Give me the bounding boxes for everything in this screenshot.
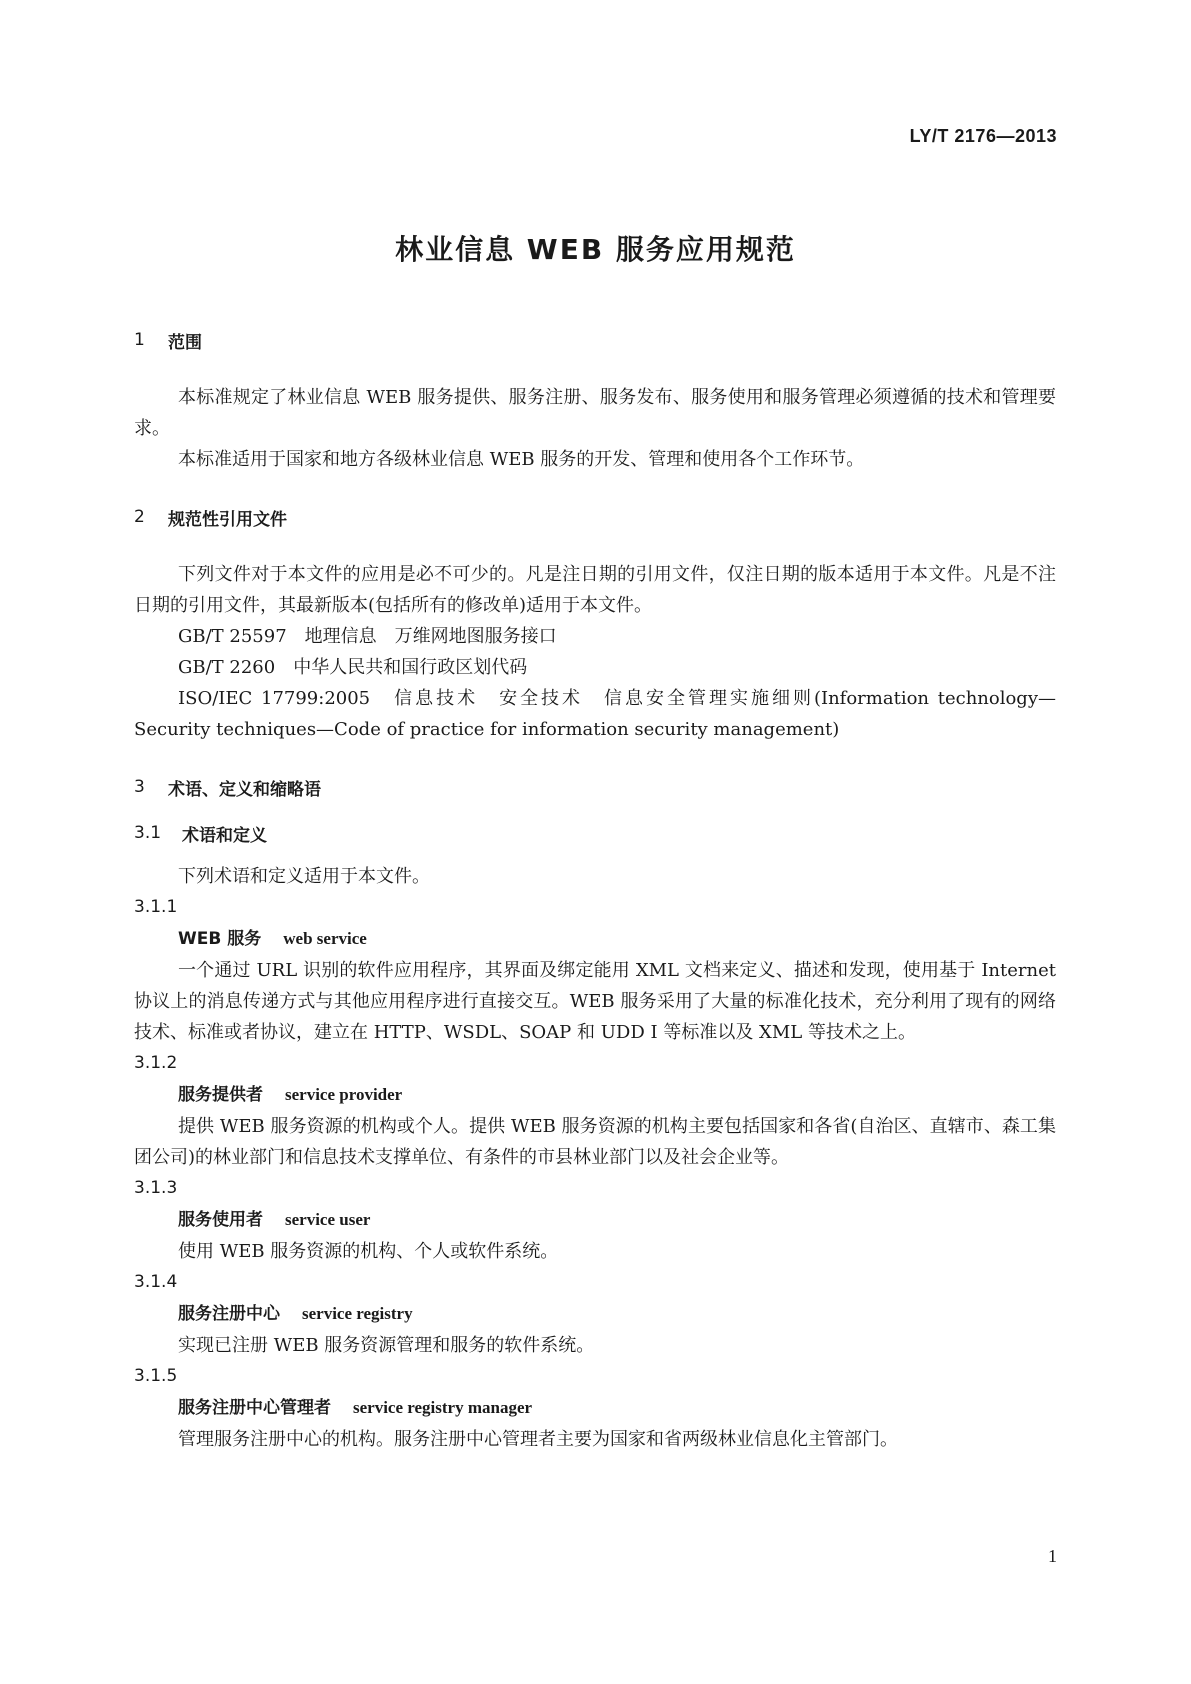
term-entry [134, 1361, 1056, 1455]
term-number: 3.1.5 [134, 1366, 178, 1386]
paragraph: 下列术语和定义适用于本文件。 [178, 866, 430, 887]
term-name-zh: 服务提供者 [178, 1085, 263, 1105]
term-name-en: service registry manager [353, 1398, 533, 1417]
document-title: 林业信息 WEB 服务应用规范 [395, 233, 796, 266]
term-entry [134, 1267, 1056, 1361]
term-name-en: service user [285, 1210, 371, 1229]
term-name-en: service provider [285, 1085, 403, 1104]
term-definition: 一个通过 URL 识别的软件应用程序，其界面及绑定能用 XML 文档来定义、描述和发现，使用基于 Internet 协议上的消息传递方式与其他应用程序进行直接交互。WEB 服务采用了大量的标准化技术，充分利用了现有的网络技术、标准或者协议，建立在 HTTP、WSDL、SOAP 和 UDD I 等标准以及 XML 等技术之上。 [134, 960, 1056, 1043]
page-number: 1 [1048, 1546, 1057, 1566]
section-title: 术语、定义和缩略语 [168, 779, 321, 800]
term-number: 3.1.2 [134, 1053, 178, 1073]
term-name [134, 1298, 1056, 1330]
normative-reference: GB/T 25597 地理信息 万维网地图服务接口 [178, 626, 557, 647]
term-entry [134, 1048, 1056, 1173]
term-entry [134, 1173, 1056, 1267]
section-3-heading [134, 777, 1056, 800]
term-definition: 实现已注册 WEB 服务资源管理和服务的软件系统。 [178, 1335, 595, 1356]
document-body [134, 330, 1056, 1455]
term-number: 3.1.1 [134, 897, 178, 917]
term-name-en: service registry [302, 1304, 413, 1323]
term-definition: 提供 WEB 服务资源的机构或个人。提供 WEB 服务资源的机构主要包括国家和各省(自治区、直辖市、森工集团公司)的林业部门和信息技术支撑单位、有条件的市县林业部门以及社会企业等。 [134, 1116, 1056, 1168]
subsection-3-1-heading [134, 823, 1056, 846]
term-entry [134, 892, 1056, 1048]
term-number: 3.1.4 [134, 1272, 178, 1292]
term-name-zh: 服务使用者 [178, 1210, 263, 1230]
term-definition: 使用 WEB 服务资源的机构、个人或软件系统。 [178, 1241, 559, 1262]
term-definition: 管理服务注册中心的机构。服务注册中心管理者主要为国家和省两级林业信息化主管部门。 [178, 1429, 898, 1450]
term-name-zh: 服务注册中心管理者 [178, 1398, 331, 1418]
paragraph: 下列文件对于本文件的应用是必不可少的。凡是注日期的引用文件，仅注日期的版本适用于本文件。凡是不注日期的引用文件，其最新版本(包括所有的修改单)适用于本文件。 [134, 564, 1056, 616]
subsection-title: 术语和定义 [182, 825, 267, 846]
term-name [134, 1079, 1056, 1111]
term-name-en: web service [283, 929, 367, 948]
term-number: 3.1.3 [134, 1178, 178, 1198]
section-title: 范围 [168, 332, 202, 353]
subsection-number: 3.1 [134, 823, 162, 843]
section-1-heading [134, 330, 1056, 353]
term-name [134, 923, 1056, 955]
paragraph: 本标准规定了林业信息 WEB 服务提供、服务注册、服务发布、服务使用和服务管理必须遵循的技术和管理要求。 [134, 387, 1056, 439]
normative-reference: GB/T 2260 中华人民共和国行政区划代码 [178, 657, 528, 678]
section-number: 1 [134, 330, 145, 350]
normative-reference: ISO/IEC 17799:2005 信息技术 安全技术 信息安全管理实施细则(Information technology—Security techniques—Code of practice for information security management) [134, 688, 1056, 740]
term-name [134, 1204, 1056, 1236]
paragraph: 本标准适用于国家和地方各级林业信息 WEB 服务的开发、管理和使用各个工作环节。 [178, 449, 865, 470]
term-name-zh: 服务注册中心 [178, 1304, 280, 1324]
section-number: 3 [134, 777, 145, 797]
section-number: 2 [134, 507, 145, 527]
term-name [134, 1392, 1056, 1424]
term-name-zh: WEB 服务 [178, 929, 262, 949]
section-2-heading [134, 507, 1056, 530]
section-title: 规范性引用文件 [168, 509, 287, 530]
standard-code: LY/T 2176—2013 [909, 126, 1057, 146]
